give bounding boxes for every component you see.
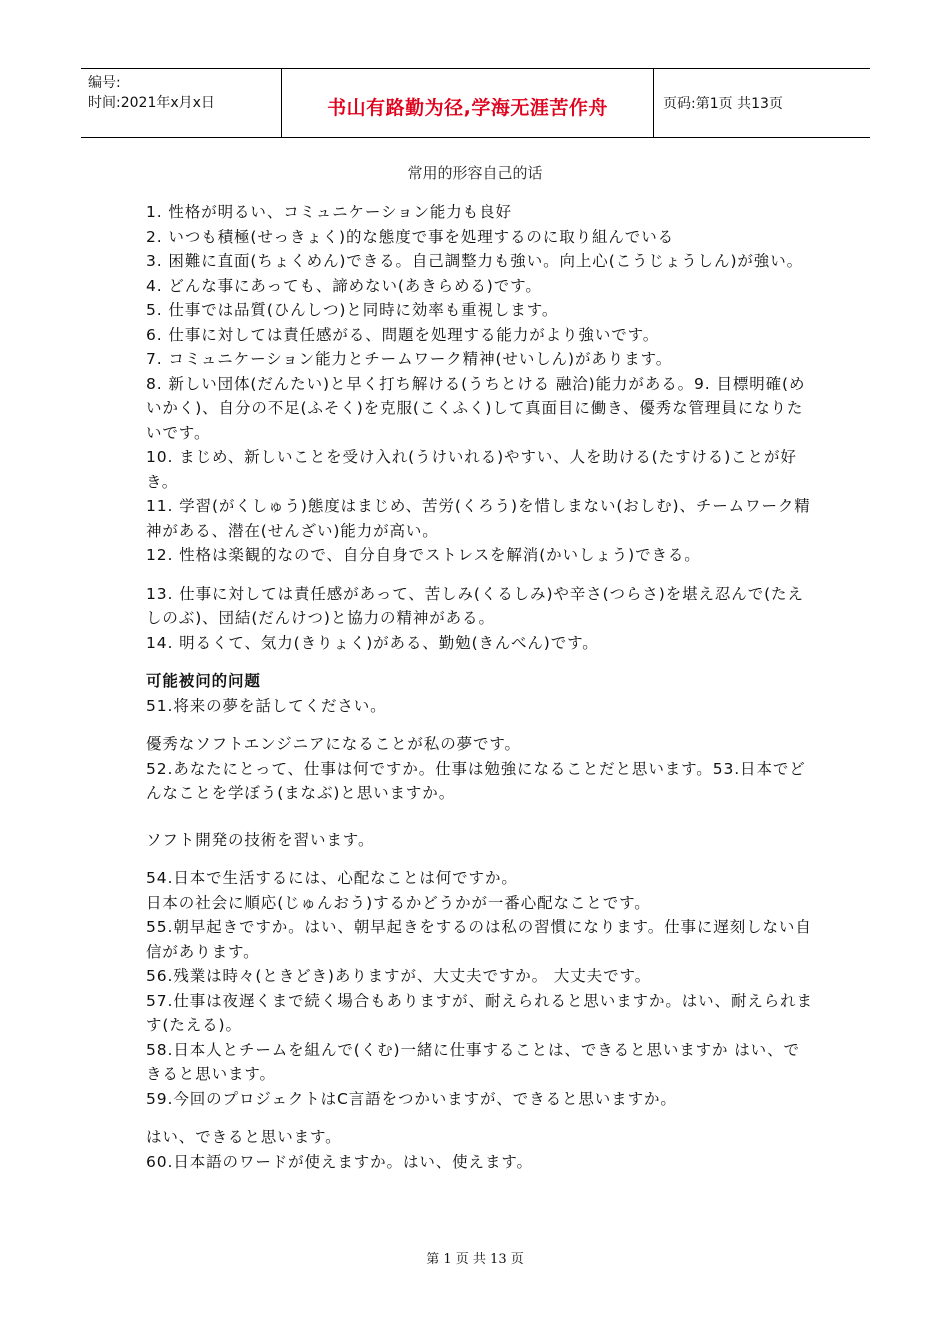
qa-item: 59.今回のプロジェクトはC言語をつかいますが、できると思いますか。 [146, 1089, 677, 1108]
list-item: 2. いつも積極(せっきょく)的な態度で事を処理するのに取り組んでいる [146, 227, 675, 246]
qa-item: 54.日本で生活するには、心配なことは何ですか。 [146, 869, 518, 887]
document-title: 常用的形容自己的话 [407, 164, 543, 182]
qa-item: 60.日本語のワードが使えますか。はい、使えます。 [146, 1152, 533, 1171]
qa-item: 58.日本人とチームを組んで(くむ)一緒に仕事することは、できると思いますか はい、できると思います。 [146, 1040, 800, 1083]
list-item: 7. コミュニケーション能力とチームワーク精神(せいしん)があります。 [146, 350, 673, 368]
section-title: 可能被问的问题 [146, 672, 261, 690]
qa-item: 56.残業は時々(ときどき)ありますが、大丈夫ですか。 大丈夫です。 [146, 967, 652, 985]
document-body [146, 200, 814, 1174]
document-header [81, 68, 870, 138]
header-meta [88, 73, 215, 113]
list-item: 10. まじめ、新しいことを受け入れ(うけいれる)やすい、人を助ける(たすける)ことが好き。 [146, 448, 797, 491]
list-item: 3. 困難に直面(ちょくめん)できる。自己調整力も強い。向上心(こうじょうしん)が強い。 [146, 252, 804, 270]
list-item: 13. 仕事に対しては責任感があって、苦しみ(くるしみ)や辛さ(つらさ)を堪え忍んで(たえしのぶ)、団結(だんけつ)と協力の精神がある。 [146, 584, 804, 627]
list-item: 6. 仕事に対しては責任感がる、問題を処理する能力がより強いです。 [146, 325, 660, 344]
qa-item: 55.朝早起きですか。はい、朝早起きをするのは私の習慣になります。仕事に遅刻しない自信があります。 [146, 918, 812, 961]
qa-item: 51.将来の夢を話してください。 [146, 696, 387, 715]
qa-item: はい、できると思います。 [146, 1128, 342, 1146]
list-item: 11. 学習(がくしゅう)態度はまじめ、苦労(くろう)を惜しまない(おしむ)、チームワーク精神がある、潜在(せんざい)能力が高い。 [146, 497, 811, 540]
list-item: 4. どんな事にあっても、諦めない(あきらめる)です。 [146, 276, 542, 295]
date-label: 时间:2021年x月x日 [88, 95, 215, 111]
list-item: 12. 性格は楽観的なので、自分自身でストレスを解消(かいしょう)できる。 [146, 546, 701, 564]
code-label: 编号: [88, 75, 121, 91]
list-item: 1. 性格が明るい、コミュニケーション能力も良好 [146, 203, 512, 221]
qa-item: 57.仕事は夜遅くまで続く場合もありますが、耐えられると思いますか。はい、耐えられます(たえる)。 [146, 991, 813, 1034]
qa-item: 優秀なソフトエンジニアになることが私の夢です。 [146, 735, 521, 753]
header-divider [653, 69, 654, 137]
page-footer: 第 1 页 共 13 页 [426, 1252, 524, 1267]
qa-item: 52.あなたにとって、仕事は何ですか。仕事は勉強になることだと思います。53.日本でどんなことを学ぼう(まなぶ)と思いますか。 [146, 759, 806, 802]
list-item: 5. 仕事では品質(ひんしつ)と同時に効率も重視します。 [146, 301, 559, 319]
header-page-label: 页码:第1页 共13页 [663, 96, 783, 112]
list-item: 8. 新しい団体(だんたい)と早く打ち解ける(うちとける 融洽)能力がある。9. 目標明確(めいかく)、自分の不足(ふそく)を克服(こくふく)して真面目に働き、優秀な管理員になりたいです。 [146, 374, 806, 442]
qa-item: ソフト開発の技術を習います。 [146, 830, 375, 849]
header-motto: 书山有路勤为径,学海无涯苦作舟 [327, 97, 608, 119]
qa-item: 日本の社会に順応(じゅんおう)するかどうかが一番心配なことです。 [146, 893, 651, 912]
list-item: 14. 明るくて、気力(きりょく)がある、勤勉(きんべん)です。 [146, 633, 599, 652]
